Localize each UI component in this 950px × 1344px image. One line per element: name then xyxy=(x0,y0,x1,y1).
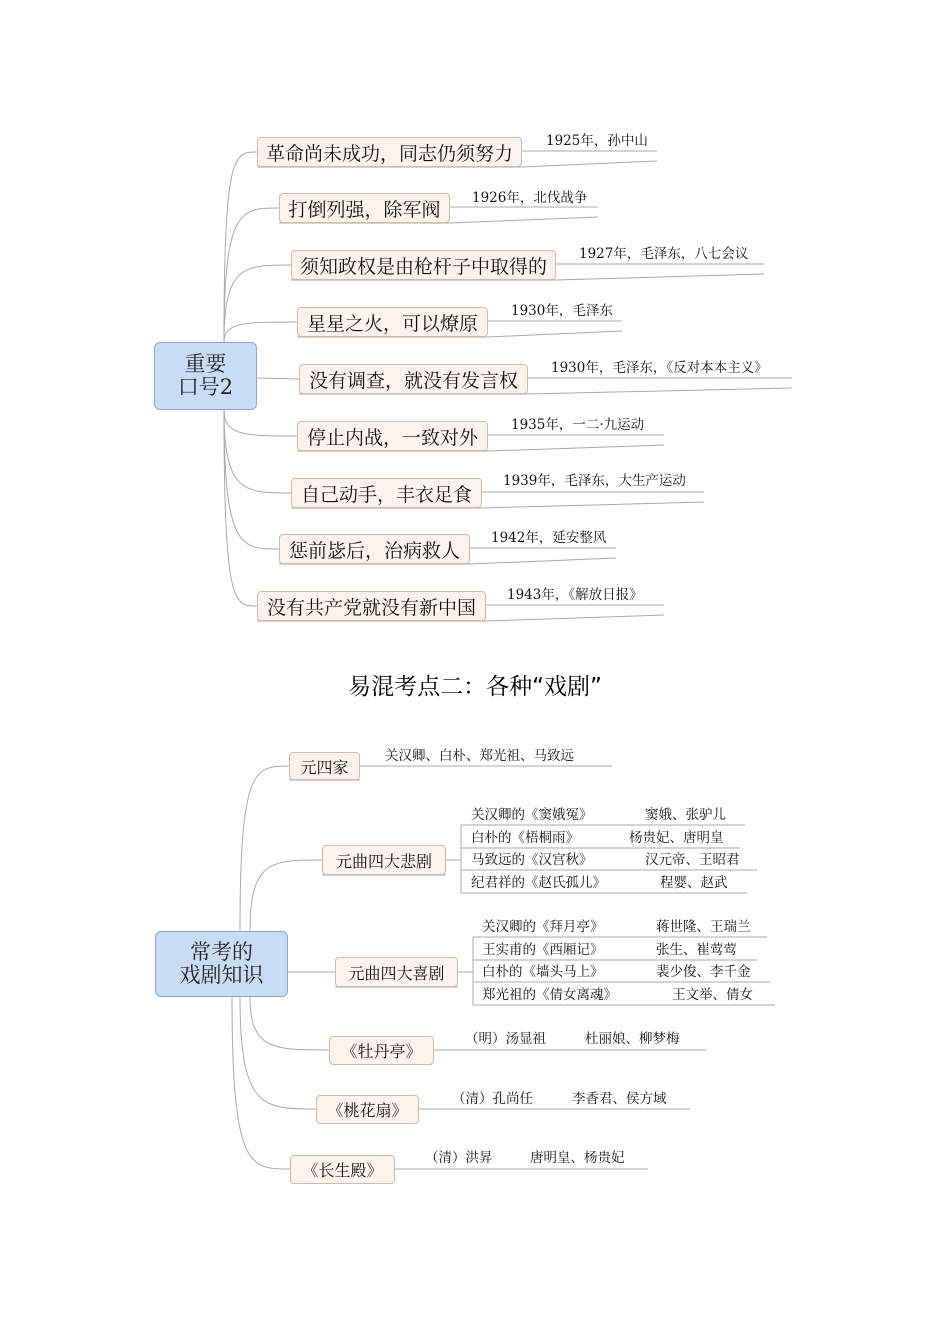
play-label: 《牡丹亭》 xyxy=(341,1042,422,1061)
connector xyxy=(250,860,322,931)
connector xyxy=(450,217,598,223)
map1-branch-node xyxy=(297,421,488,451)
map1-root-line1: 重要 xyxy=(184,352,227,376)
tragedy-characters: 程婴、赵武 xyxy=(660,875,728,891)
map1-branch-note: 1925年，孙中山 xyxy=(546,133,648,149)
play-note xyxy=(465,1030,705,1048)
connector xyxy=(240,766,289,931)
connector xyxy=(232,997,290,1169)
yuan-si-jia-node xyxy=(289,752,360,780)
tragedy-work: 关汉卿的《窦娥冤》 xyxy=(471,807,593,823)
connector xyxy=(556,274,764,280)
play-author: （清）孔尚任 xyxy=(452,1091,533,1107)
play-label: 《长生殿》 xyxy=(302,1161,383,1180)
tragedy-item xyxy=(471,829,741,847)
map1-branch-node xyxy=(291,478,482,508)
map1-branch-node xyxy=(297,307,488,337)
comedies-node xyxy=(335,957,458,987)
map1-branch-note: 1935年，一二·九运动 xyxy=(511,417,645,433)
play-note xyxy=(425,1149,655,1167)
section-title: 易混考点二：各种“戏剧” xyxy=(348,674,602,700)
map1-branch-label: 革命尚未成功，同志仍须努力 xyxy=(265,142,513,165)
play-label: 《桃花扇》 xyxy=(327,1101,408,1120)
comedy-work: 白朴的《墙头马上》 xyxy=(482,964,604,980)
connector xyxy=(482,502,704,508)
map1-branch-note: 1930年，毛泽东，《反对本本主义》 xyxy=(551,360,768,376)
map1-branch-label: 惩前毖后，治病救人 xyxy=(288,539,460,562)
play-characters: 杜丽娘、柳梦梅 xyxy=(585,1031,680,1047)
map2-root-node xyxy=(155,931,288,997)
comedy-item xyxy=(482,918,767,936)
connector xyxy=(488,331,622,337)
comedy-characters: 蒋世隆、王瑞兰 xyxy=(656,919,751,935)
map1-branch-note: 1943年，《解放日报》 xyxy=(507,587,643,603)
map1-branch-label: 没有调查，就没有发言权 xyxy=(308,369,518,392)
connector xyxy=(528,388,792,394)
comedy-work: 关汉卿的《拜月亭》 xyxy=(482,919,604,935)
tragedy-work: 白朴的《梧桐雨》 xyxy=(471,830,579,846)
tragedy-item xyxy=(471,806,741,824)
yuan-si-jia-label: 元四家 xyxy=(300,757,349,777)
connector xyxy=(224,208,279,342)
map1-branch-node xyxy=(279,534,470,564)
play-characters: 李香君、侯方域 xyxy=(572,1091,667,1107)
comedy-work: 郑光祖的《倩女离魂》 xyxy=(482,987,617,1003)
map1-branch-label: 须知政权是由枪杆子中取得的 xyxy=(299,255,547,278)
tragedies-label: 元曲四大悲剧 xyxy=(335,851,432,871)
yuan-si-jia-note: 关汉卿、白朴、郑光祖、马致远 xyxy=(385,748,574,764)
map1-branch-node xyxy=(291,250,556,280)
connector xyxy=(224,322,297,342)
tragedy-characters: 汉元帝、王昭君 xyxy=(645,852,740,868)
map1-branch-label: 星星之火，可以燎原 xyxy=(306,312,478,335)
tragedy-work: 纪君祥的《赵氏孤儿》 xyxy=(471,875,606,891)
play-characters: 唐明皇、杨贵妃 xyxy=(530,1150,625,1166)
play-node xyxy=(316,1095,419,1124)
tragedy-item xyxy=(471,874,746,892)
connector xyxy=(470,558,616,564)
map1-branch-label: 打倒列强，除军阀 xyxy=(288,198,441,221)
connector xyxy=(486,615,664,621)
connector xyxy=(240,997,316,1109)
connector xyxy=(250,997,329,1050)
map1-branch-node xyxy=(257,137,522,167)
map2-root-line1: 常考的 xyxy=(190,940,253,964)
connector xyxy=(522,161,657,167)
tragedy-work: 马致远的《汉宫秋》 xyxy=(471,852,593,868)
tragedies-node xyxy=(322,845,446,875)
map1-root-line2: 口号2 xyxy=(177,375,234,399)
comedy-item xyxy=(482,963,767,981)
comedy-item xyxy=(482,986,772,1004)
comedy-characters: 张生、崔莺莺 xyxy=(656,942,737,958)
connector xyxy=(224,410,291,493)
comedy-work: 王实甫的《西厢记》 xyxy=(482,942,604,958)
tragedy-characters: 窦娥、张驴儿 xyxy=(645,807,726,823)
map1-root-node xyxy=(154,342,257,410)
play-author: （清）洪昇 xyxy=(425,1150,493,1166)
play-note xyxy=(452,1090,692,1108)
connector xyxy=(224,152,257,342)
map1-branch-node xyxy=(257,591,486,621)
map1-branch-note: 1942年，延安整风 xyxy=(491,530,607,546)
map1-branch-note: 1939年，毛泽东，大生产运动 xyxy=(503,473,686,489)
connector xyxy=(224,265,291,342)
tragedy-characters: 杨贵妃、唐明皇 xyxy=(629,830,724,846)
map1-branch-label: 没有共产党就没有新中国 xyxy=(266,596,476,619)
map1-branch-note: 1926年，北伐战争 xyxy=(472,190,588,206)
connector xyxy=(224,410,297,436)
map1-branch-label: 停止内战，一致对外 xyxy=(306,426,478,449)
map2-root-line2: 戏剧知识 xyxy=(179,963,264,987)
connector xyxy=(488,445,664,451)
comedy-item xyxy=(482,941,757,959)
map1-branch-label: 自己动手，丰衣足食 xyxy=(300,483,472,506)
tragedy-item xyxy=(471,851,756,869)
comedy-characters: 王文举、倩女 xyxy=(672,987,753,1003)
map1-branch-node xyxy=(279,193,450,223)
connector xyxy=(224,410,257,606)
connector xyxy=(224,410,279,549)
map1-branch-note: 1927年，毛泽东，八七会议 xyxy=(579,246,749,262)
comedy-characters: 裴少俊、李千金 xyxy=(656,964,751,980)
map1-branch-note: 1930年，毛泽东 xyxy=(511,303,613,319)
comedies-label: 元曲四大喜剧 xyxy=(348,963,445,983)
play-node xyxy=(290,1155,395,1184)
map1-branch-node xyxy=(299,364,528,394)
play-node xyxy=(329,1036,434,1065)
connector xyxy=(257,378,299,379)
play-author: （明）汤显祖 xyxy=(465,1031,546,1047)
